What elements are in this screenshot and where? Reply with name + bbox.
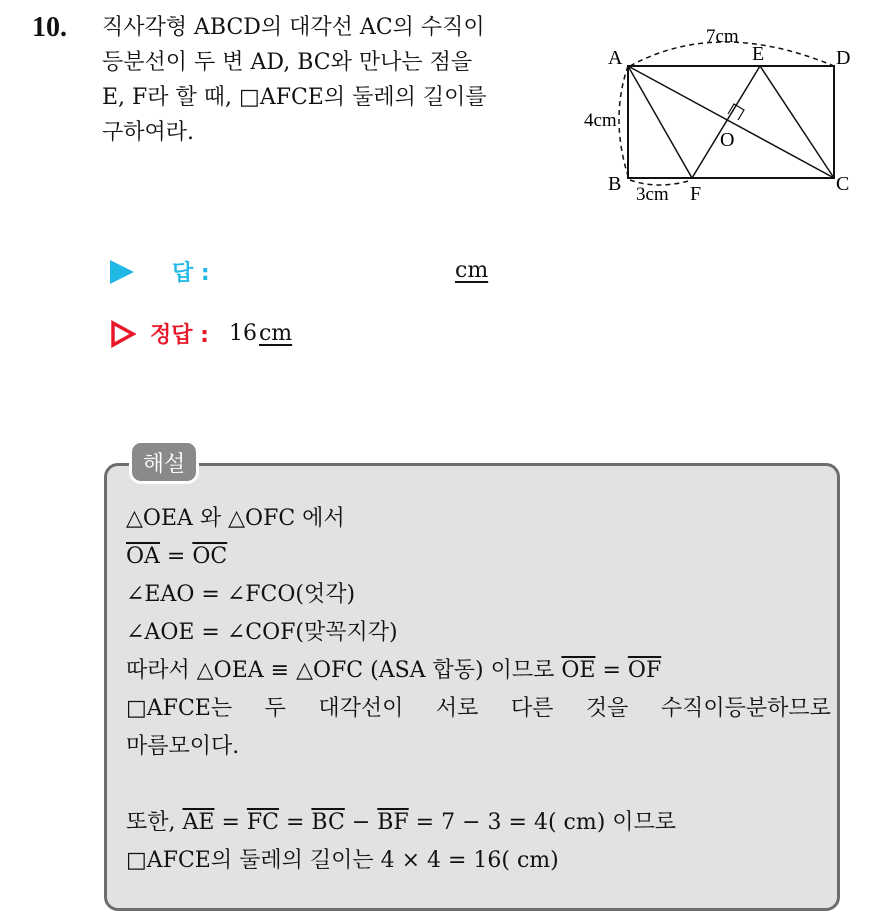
- equals-sign: =: [214, 810, 247, 835]
- question-number: 10.: [32, 12, 67, 43]
- diagonal-ac: [628, 66, 834, 178]
- segment-ae: $\overline{AE}$: [182, 810, 215, 835]
- question-line: 직사각형 ABCD의 대각선 AC의 수직이: [102, 15, 485, 40]
- segment-of: $\overline{OF}$: [627, 658, 662, 683]
- left-dashed-arc: [619, 66, 628, 176]
- label-c: C: [836, 173, 850, 195]
- segment-oa: $\overline{OA}$: [126, 544, 160, 569]
- answer-row: [110, 256, 210, 287]
- left-length-label: 4cm: [584, 110, 617, 131]
- blank-line: [126, 766, 831, 804]
- solution-line: [126, 804, 831, 842]
- correct-unit: cm: [258, 321, 293, 346]
- solution-text-span: = 7 − 3 = 4( cm) 이므로: [408, 810, 677, 835]
- segment-ec: [760, 66, 834, 178]
- label-a: A: [608, 47, 623, 69]
- label-o: O: [720, 129, 735, 151]
- equals-sign: =: [278, 810, 312, 835]
- solution-tag: 해설: [129, 440, 199, 484]
- label-e: E: [752, 43, 765, 65]
- top-length-label: 7cm: [706, 26, 739, 47]
- solution-line: [126, 538, 831, 576]
- solution-line: □AFCE의 둘레의 길이는 4 × 4 = 16( cm): [126, 848, 559, 873]
- question-line: 구하여라.: [102, 120, 195, 145]
- label-d: D: [836, 47, 851, 69]
- question-line: 등분선이 두 변 AD, BC와 만나는 점을: [102, 50, 473, 75]
- rectangle-figure: [578, 18, 858, 208]
- solution-line: 마름모이다.: [126, 734, 240, 759]
- answer-label: 답 :: [172, 261, 210, 286]
- segment-fe: [692, 66, 760, 178]
- minus-sign: −: [344, 810, 378, 835]
- segment-bc: $\overline{BC}$: [311, 810, 345, 835]
- segment-fc: $\overline{FC}$: [246, 810, 279, 835]
- solution-text-span: 따라서 △OEA ≡ △OFC (ASA 합동) 이므로: [126, 658, 562, 683]
- label-f: F: [690, 183, 702, 205]
- solution-word: 두: [264, 696, 286, 721]
- segment-bf: $\overline{BF}$: [377, 810, 409, 835]
- solution-text: [126, 500, 831, 880]
- correct-value: 16: [228, 321, 257, 346]
- solution-word: 다른: [510, 696, 554, 721]
- segment-oc: $\overline{OC}$: [192, 544, 228, 569]
- solution-line: [126, 652, 831, 690]
- solution-word: □AFCE는: [126, 696, 233, 721]
- solution-line: △OEA 와 △OFC 에서: [126, 506, 345, 531]
- correct-label: 정답 :: [150, 323, 209, 348]
- solution-word: 대각선이: [318, 696, 404, 721]
- solution-line: ∠AOE = ∠COF(맞꼭지각): [126, 620, 398, 645]
- solution-text-span: 또한,: [126, 810, 183, 835]
- solution-word: 서로: [435, 696, 479, 721]
- outline-triangle-icon: [110, 320, 136, 348]
- solution-word: 수직이등분하므로: [660, 696, 831, 721]
- equals-sign: =: [595, 658, 628, 683]
- question-text: [102, 10, 572, 150]
- label-b: B: [608, 173, 622, 195]
- equals-sign: =: [159, 544, 193, 569]
- play-triangle-icon: [110, 260, 134, 284]
- correct-answer-row: [110, 318, 292, 349]
- bottom-length-label: 3cm: [636, 184, 669, 205]
- answer-unit: cm: [455, 258, 489, 283]
- question-line: E, F라 할 때, □AFCE의 둘레의 길이를: [102, 85, 487, 110]
- solution-word: 것을: [585, 696, 629, 721]
- solution-line: ∠EAO = ∠FCO(엇각): [126, 582, 356, 607]
- segment-oe: $\overline{OE}$: [561, 658, 596, 683]
- solution-line: [126, 690, 831, 728]
